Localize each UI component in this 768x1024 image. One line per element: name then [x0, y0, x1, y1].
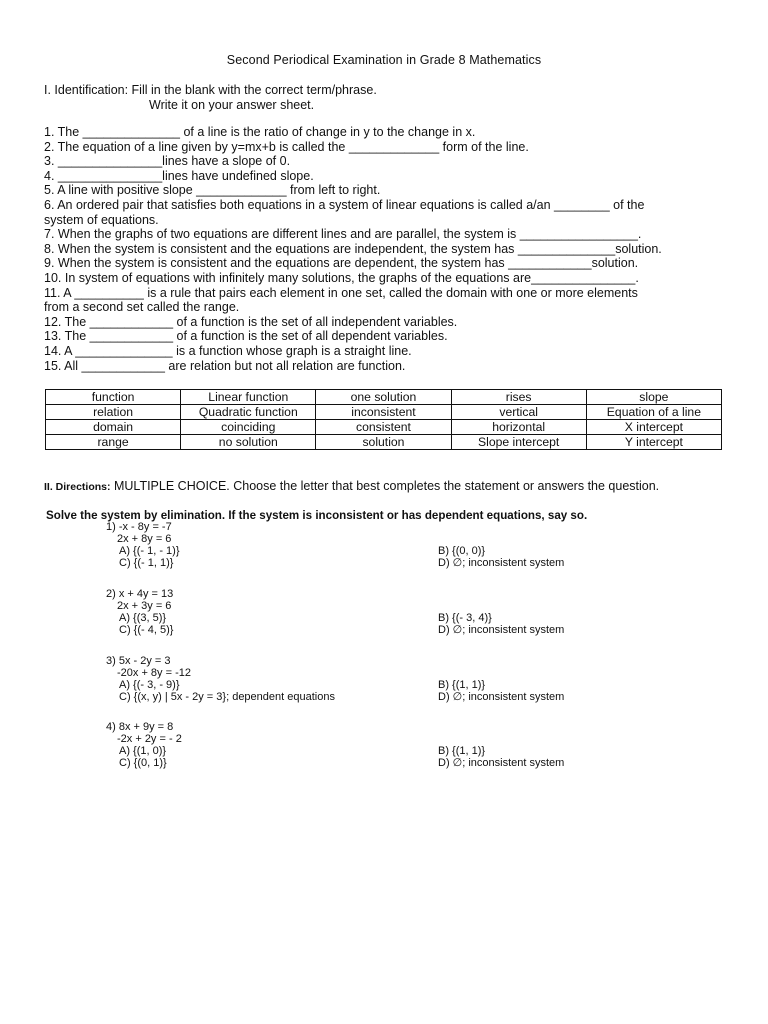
choice-d: D) ∅; inconsistent system: [438, 691, 565, 703]
item-line: 11. A __________ is a rule that pairs each element in one set, called the domain with one or more elements: [44, 285, 638, 300]
choice-c: C) {(- 4, 5)}: [119, 624, 174, 636]
question-4: [106, 721, 182, 769]
question-4-right-choices: [438, 745, 564, 769]
table-cell: coinciding: [181, 420, 316, 435]
choice-b: B) {(- 3, 4)}: [438, 612, 492, 624]
choice-b: B) {(1, 1)}: [438, 679, 486, 691]
item-line: 2. The equation of a line given by y=mx+b is called the _____________ form of the line.: [44, 139, 529, 154]
table-row: [46, 390, 722, 405]
word-bank-table: [45, 389, 722, 450]
table-cell: range: [46, 435, 181, 450]
item-line: 15. All ____________ are relation but not all relation are function.: [44, 358, 406, 373]
table-cell: domain: [46, 420, 181, 435]
choice-a: A) {(- 3, - 9)}: [119, 679, 180, 691]
question-equation-2: -2x + 2y = - 2: [117, 733, 182, 745]
section2-label: II. Directions:: [44, 481, 111, 493]
section1-heading-line2: Write it on your answer sheet.: [149, 98, 315, 112]
choice-d: D) ∅; inconsistent system: [438, 557, 565, 569]
item-line: 3. _______________lines have a slope of 0.: [44, 154, 291, 169]
question-3: [106, 655, 335, 703]
table-cell: one solution: [316, 390, 451, 405]
page-title: Second Periodical Examination in Grade 8 Mathematics: [226, 53, 542, 67]
table-cell: Linear function: [181, 390, 316, 405]
table-row: [46, 420, 722, 435]
choice-c: C) {(x, y) | 5x - 2y = 3}; dependent equations: [119, 691, 335, 703]
choice-c: C) {(0, 1)}: [119, 757, 167, 769]
section2-heading: [44, 479, 724, 495]
elimination-instruction: Solve the system by elimination. If the system is inconsistent or has dependent equations, say so.: [46, 509, 588, 522]
choice-a: A) {(- 1, - 1)}: [119, 545, 180, 557]
table-cell: rises: [451, 390, 586, 405]
question-equation-1: 1) -x - 8y = -7: [106, 521, 172, 533]
item-line: 9. When the system is consistent and the equations are dependent, the system has ____________solution.: [44, 256, 639, 271]
table-cell: Equation of a line: [586, 405, 721, 420]
table-cell: X intercept: [586, 420, 721, 435]
table-cell: inconsistent: [316, 405, 451, 420]
choice-a: A) {(3, 5)}: [119, 612, 167, 624]
item-line: 6. An ordered pair that satisfies both equations in a system of linear equations is called a/an ________ of the: [44, 197, 645, 212]
section1-heading-line1: I. Identification: Fill in the blank with the correct term/phrase.: [44, 83, 377, 97]
item-line: 12. The ____________ of a function is the set of all independent variables.: [44, 314, 458, 329]
question-equation-2: 2x + 3y = 6: [117, 600, 172, 612]
item-line: 13. The ____________ of a function is the set of all dependent variables.: [44, 329, 448, 344]
item-line: 5. A line with positive slope _____________ from left to right.: [44, 183, 381, 198]
table-cell: Y intercept: [586, 435, 721, 450]
question-equation-2: -20x + 8y = -12: [117, 667, 191, 679]
choice-d: D) ∅; inconsistent system: [438, 757, 565, 769]
item-line: 1. The ______________ of a line is the ratio of change in y to the change in x.: [44, 125, 476, 139]
table-cell: Slope intercept: [451, 435, 586, 450]
table-cell: no solution: [181, 435, 316, 450]
choice-b: B) {(0, 0)}: [438, 545, 486, 557]
item-line: 14. A ______________ is a function whose graph is a straight line.: [44, 343, 412, 358]
table-cell: horizontal: [451, 420, 586, 435]
question-1-right-choices: [438, 545, 564, 569]
table-cell: relation: [46, 405, 181, 420]
choice-c: C) {(- 1, 1)}: [119, 557, 174, 569]
item-line: 7. When the graphs of two equations are different lines and are parallel, the system is _________________.: [44, 227, 642, 242]
table-cell: function: [46, 390, 181, 405]
item-line: 10. In system of equations with infinitely many solutions, the graphs of the equations are_______________.: [44, 270, 639, 285]
question-3-right-choices: [438, 679, 564, 703]
question-2-right-choices: [438, 612, 564, 636]
choice-b: B) {(1, 1)}: [438, 745, 486, 757]
question-1: [106, 521, 180, 569]
question-2: [106, 588, 173, 636]
question-equation-1: 2) x + 4y = 13: [106, 588, 174, 600]
question-equation-2: 2x + 8y = 6: [117, 533, 172, 545]
question-equation-1: 3) 5x - 2y = 3: [106, 655, 171, 667]
item-line: 8. When the system is consistent and the equations are independent, the system has ______________solution.: [44, 241, 662, 256]
table-row: [46, 405, 722, 420]
item-line: from a second set called the range.: [44, 300, 240, 315]
table-cell: slope: [586, 390, 721, 405]
section2-text: MULTIPLE CHOICE. Choose the letter that best completes the statement or answers the question.: [110, 479, 660, 493]
table-cell: consistent: [316, 420, 451, 435]
table-cell: Quadratic function: [181, 405, 316, 420]
item-line: 4. _______________lines have undefined slope.: [44, 168, 314, 183]
identification-items: [44, 125, 716, 373]
choice-a: A) {(1, 0)}: [119, 745, 167, 757]
table-cell: vertical: [451, 405, 586, 420]
section1-heading: [44, 83, 377, 113]
table-cell: solution: [316, 435, 451, 450]
table-row: [46, 435, 722, 450]
choice-d: D) ∅; inconsistent system: [438, 624, 565, 636]
item-line: system of equations.: [44, 212, 159, 227]
question-equation-1: 4) 8x + 9y = 8: [106, 721, 174, 733]
